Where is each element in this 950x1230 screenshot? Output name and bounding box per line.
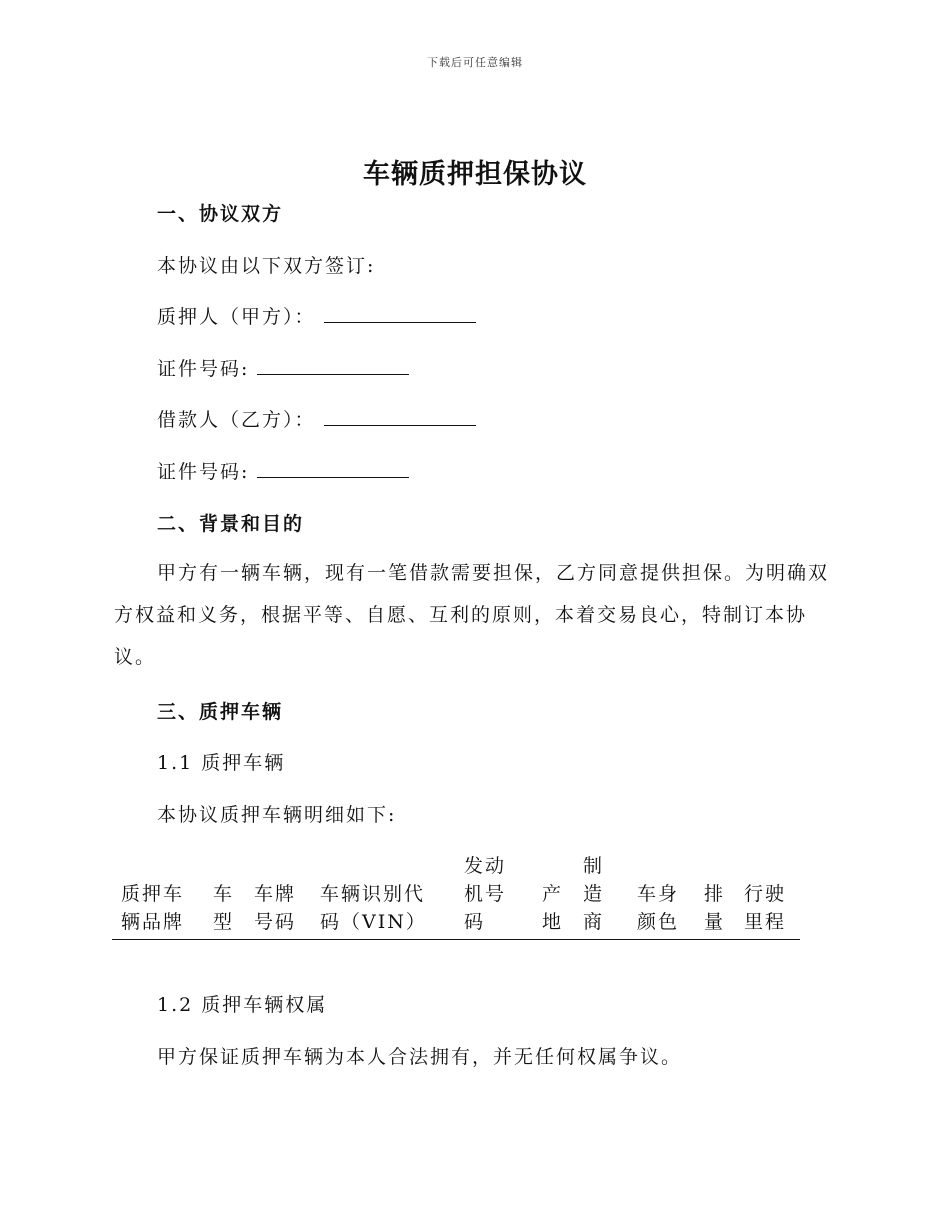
table-header-cell: 车身 颜色	[637, 883, 680, 933]
pledgor-blank[interactable]	[324, 306, 476, 323]
table-header-cell: 发动 机号 码	[464, 855, 507, 933]
table-header-cell: 车辆识别代 码（VIN）	[320, 883, 427, 933]
borrower-id-label: 证件号码:	[157, 461, 250, 483]
parties-intro: 本协议由以下双方签订:	[157, 255, 376, 277]
table-header-cell: 制 造 商	[583, 855, 605, 933]
table-header-cell: 排 量	[704, 883, 726, 933]
section-heading-background: 二、背景和目的	[157, 513, 305, 535]
table-header-cell: 行驶 里程	[744, 883, 787, 933]
subsection-1-1: 1.1 质押车辆	[157, 752, 286, 774]
table-header-cell: 车牌 号码	[254, 883, 297, 933]
subsection-1-2: 1.2 质押车辆权属	[157, 994, 328, 1016]
subsection-1-2-text: 甲方保证质押车辆为本人合法拥有，并无任何权属争议。	[157, 1046, 683, 1068]
borrower-label: 借款人（乙方）：	[157, 409, 316, 431]
section-heading-vehicle: 三、质押车辆	[157, 701, 284, 723]
pledgor-label: 质押人（甲方）：	[157, 306, 316, 328]
pledgor-id-label: 证件号码:	[157, 358, 250, 380]
document-title: 车辆质押担保协议	[363, 159, 587, 190]
subsection-1-1-text: 本协议质押车辆明细如下:	[157, 804, 397, 826]
vehicle-details-table	[112, 850, 800, 940]
pledgor-row	[157, 302, 476, 329]
table-header-cell: 产 地	[542, 883, 564, 933]
table-header-cell: 车 型	[213, 883, 235, 933]
pledgor-id-row	[157, 354, 409, 381]
background-paragraph: 甲方有一辆车辆，现有一笔借款需要担保，乙方同意提供担保。为明确双方权益和义务，根据平等、自愿、互利的原则，本着交易良心，特制订本协议。	[114, 562, 830, 668]
table-header-cell: 质押车 辆品牌	[121, 883, 185, 933]
header-note: 下载后可任意编辑	[427, 56, 523, 69]
borrower-id-row	[157, 457, 409, 484]
pledgor-id-blank[interactable]	[257, 358, 409, 375]
borrower-id-blank[interactable]	[257, 461, 409, 478]
borrower-row	[157, 405, 476, 432]
section-heading-parties: 一、协议双方	[157, 203, 284, 225]
borrower-blank[interactable]	[324, 409, 476, 426]
